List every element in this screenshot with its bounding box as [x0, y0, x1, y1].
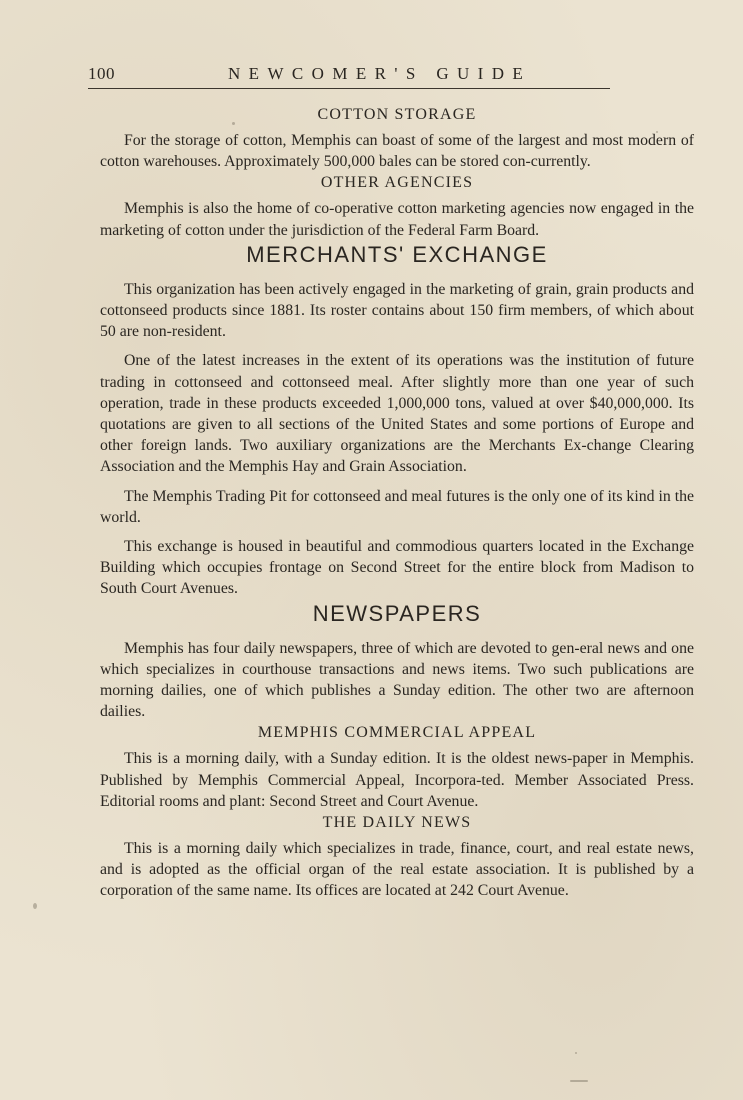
- paragraph-merchants-exchange-4: This exchange is housed in beautiful and commodious quarters located in the Exchange Building which occupies frontage on Second Street for the entire block from Madison to South Court Avenues.: [100, 538, 694, 598]
- heading-newspapers: NEWSPAPERS: [312, 600, 482, 626]
- page-number: 100: [88, 64, 115, 83]
- paper-speck: [33, 903, 37, 909]
- heading-merchants-exchange: MERCHANTS' EXCHANGE: [246, 241, 548, 267]
- paragraph-daily-news: This is a morning daily which specializes in trade, finance, court, and real estate news, and is adopted as the official organ of the real estate association. It is published by a corporation of the same name. Its offices are located at 242 Court Avenue.: [100, 840, 694, 900]
- running-head: [88, 64, 610, 89]
- running-title: NEWCOMER'S GUIDE: [228, 64, 532, 83]
- paper-speck: [575, 1052, 577, 1054]
- paper-speck: [232, 122, 235, 125]
- paragraph-commercial-appeal: This is a morning daily, with a Sunday edition. It is the oldest news-paper in Memphis. Published by Memphis Commercial Appeal, Incorpora-ted. Member Associated Press. Editorial rooms and plant: Second Street and Court Avenue.: [100, 750, 694, 810]
- paragraph-merchants-exchange-3: The Memphis Trading Pit for cottonseed and meal futures is the only one of its kind in the world.: [100, 487, 694, 526]
- paragraph-other-agencies: Memphis is also the home of co-operative cotton marketing agencies now engaged in the marketing of cotton under the jurisdiction of the Federal Farm Board.: [100, 200, 694, 239]
- paragraph-merchants-exchange-2: One of the latest increases in the extent of its operations was the institution of future trading in cottonseed and cottonseed meal. After slightly more than one year of such operation, trade in these products exceeded 1,000,000 tons, valued at over $40,000,000. Its quotations are given to all sections of the United States and some portions of Europe and other foreign lands. Two auxiliary organizations are the Merchants Ex-change Clearing Association and the Memphis Hay and Grain Association.: [100, 352, 694, 476]
- paper-speck: [570, 1080, 588, 1082]
- paper-speck: [656, 131, 658, 133]
- heading-commercial-appeal: MEMPHIS COMMERCIAL APPEAL: [257, 724, 537, 742]
- page-content: [100, 104, 694, 902]
- heading-daily-news: THE DAILY NEWS: [322, 814, 472, 832]
- paragraph-merchants-exchange-1: This organization has been actively engaged in the marketing of grain, grain products and cottonseed products since 1881. Its roster contains about 150 firm members, of which about 50 are non-resident.: [100, 280, 694, 341]
- paragraph-newspapers: Memphis has four daily newspapers, three of which are devoted to gen-eral news and one which specializes in courthouse transactions and news items. Two such publications are morning dailies, one of which publishes a Sunday edition. The other two are afternoon dailies.: [100, 639, 694, 721]
- heading-other-agencies: OTHER AGENCIES: [320, 174, 474, 192]
- heading-cotton-storage: COTTON STORAGE: [317, 106, 477, 123]
- paragraph-cotton-storage: For the storage of cotton, Memphis can boast of some of the largest and most modern of cotton warehouses. Approximately 500,000 bales can be stored con-currently.: [100, 132, 694, 171]
